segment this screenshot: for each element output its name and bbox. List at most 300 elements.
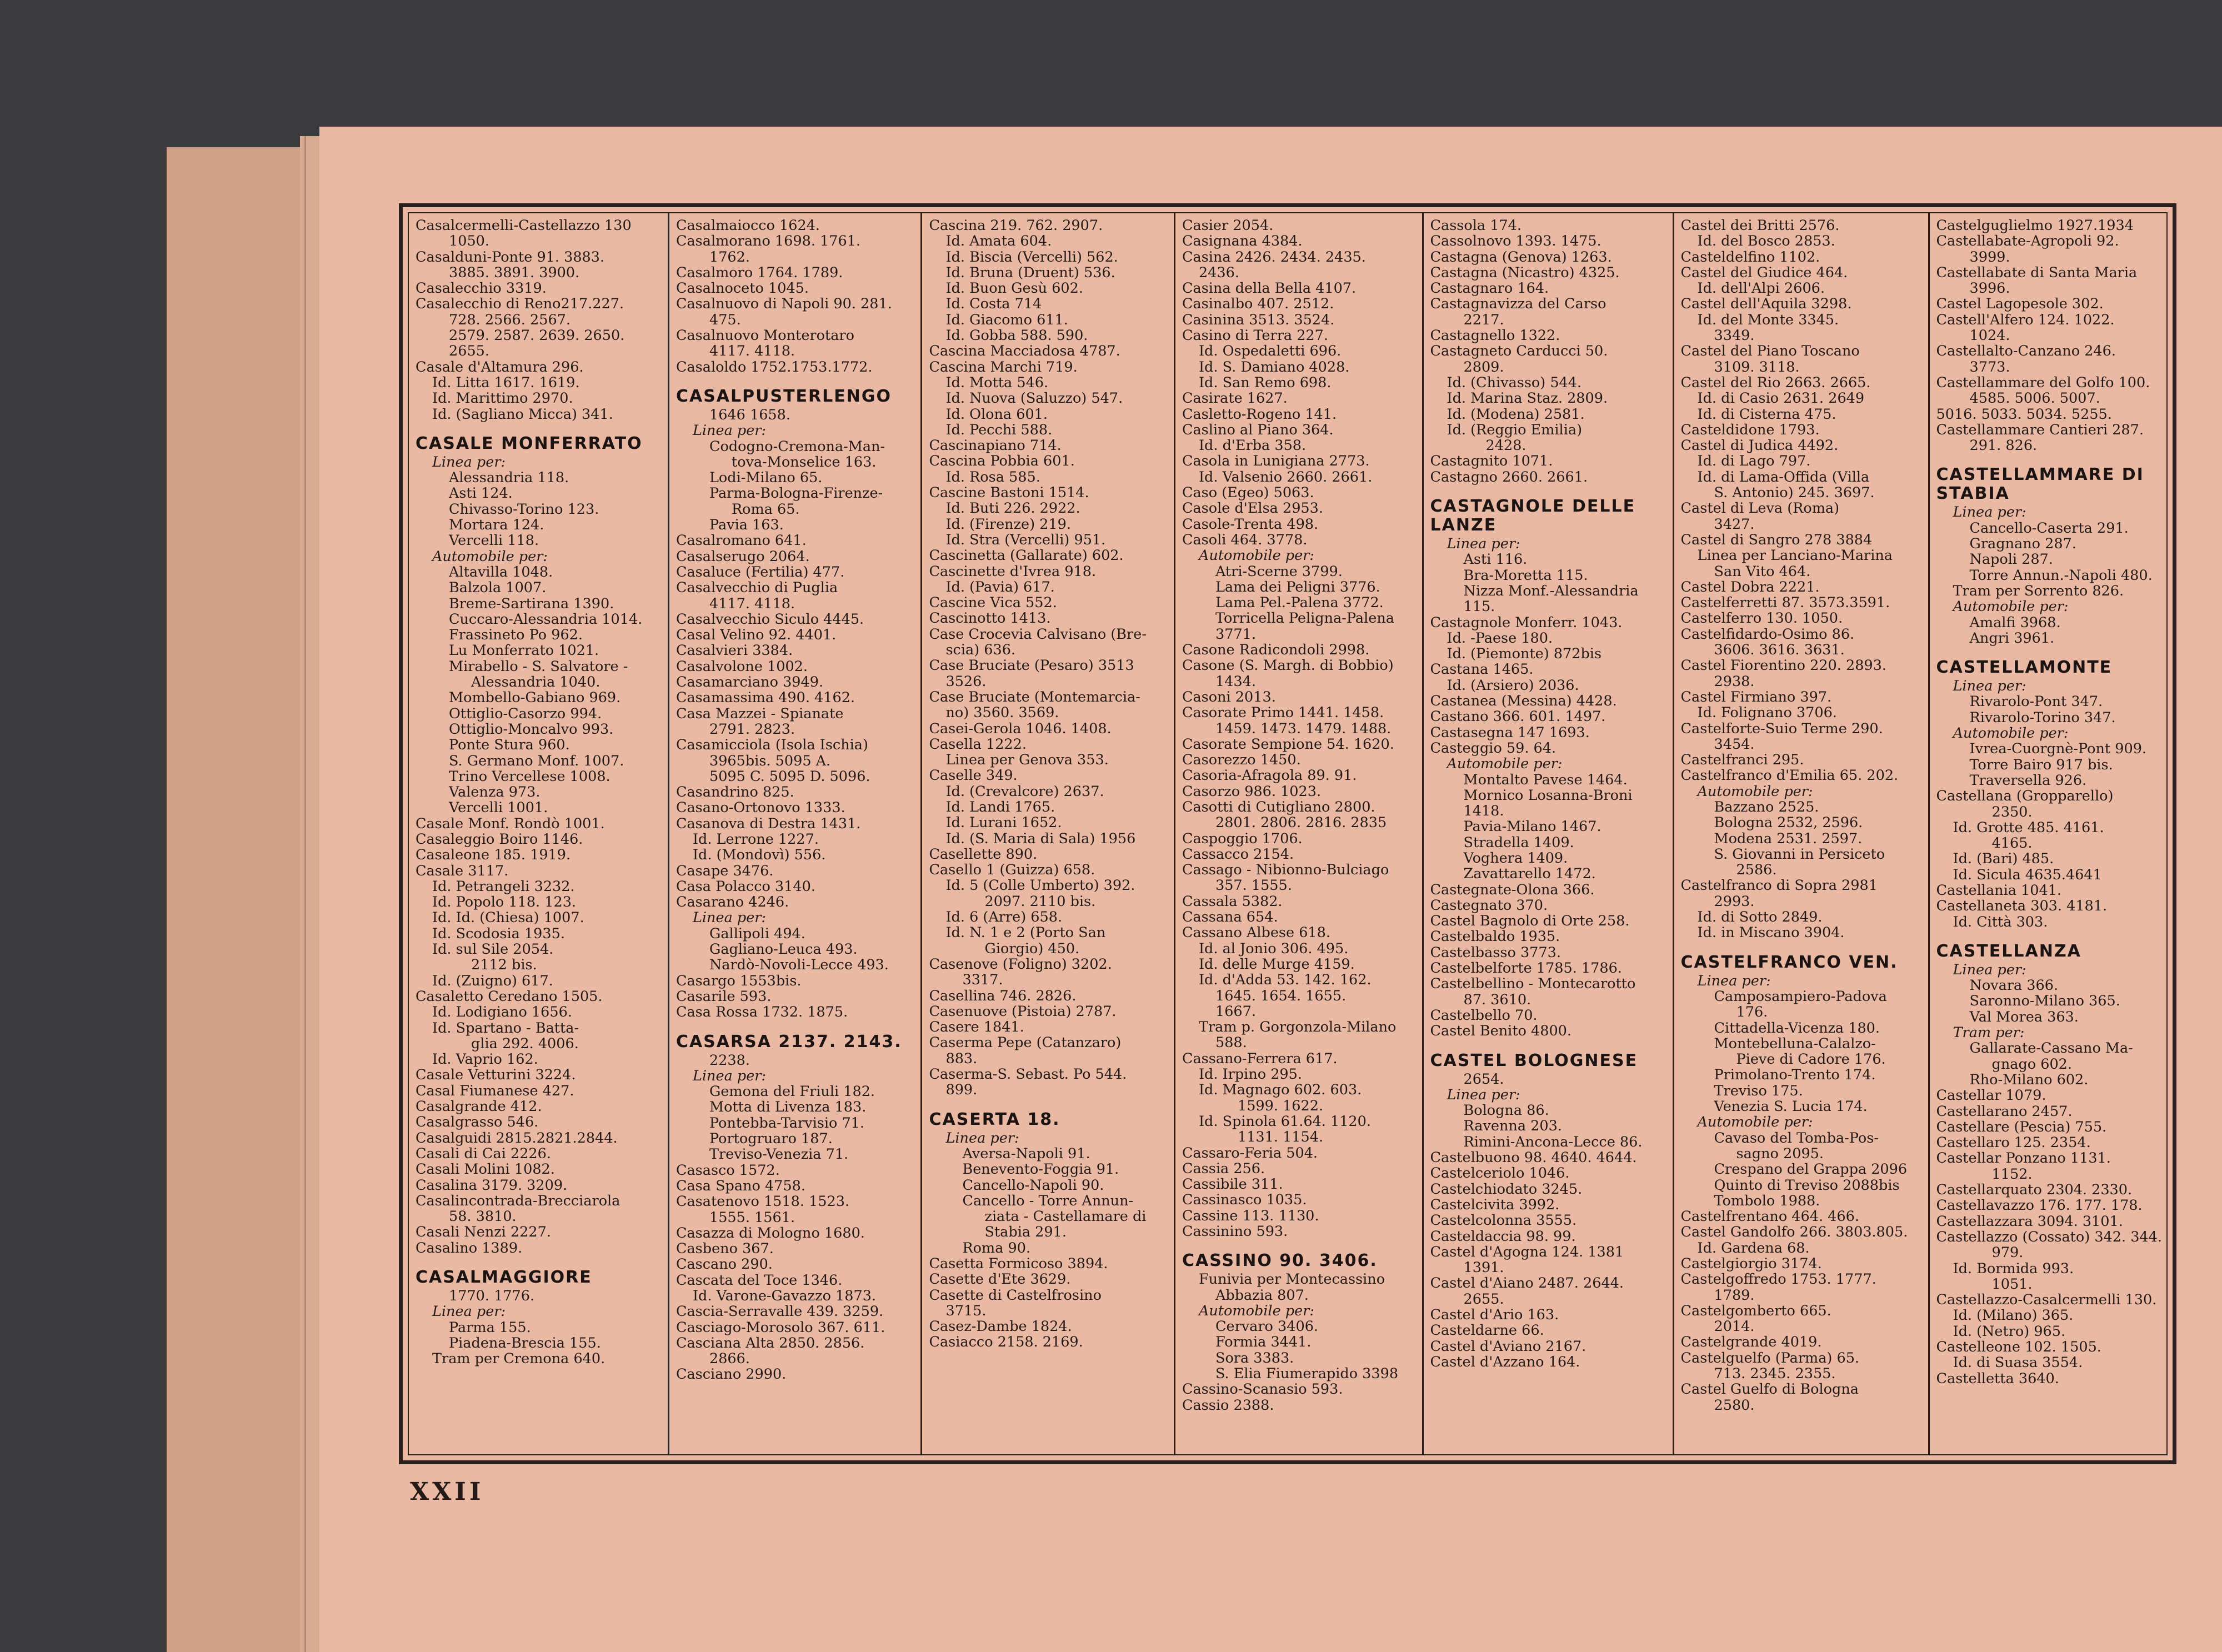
index-entry: Id. Buti 226. 2922. — [945, 500, 1080, 517]
index-entry: Id. Valsenio 2660. 2661. — [1198, 468, 1373, 485]
index-entry: Cuccaro-Alessandria 1014. — [449, 610, 643, 628]
index-entry: 5095 C. 5095 D. 5096. — [709, 768, 870, 785]
index-entry: Id. di Lama-Offida (Villa — [1697, 468, 1870, 485]
index-entry: Tombolo 1988. — [1714, 1192, 1820, 1209]
index-entry: Atri-Scerne 3799. — [1215, 563, 1343, 580]
index-entry: Castelfranci 295. — [1680, 752, 1804, 769]
index-entry: 3996. — [1969, 280, 2010, 297]
index-entry: Castellarquato 2304. 2330. — [1936, 1182, 2133, 1199]
index-entry: Castano 366. 601. 1497. — [1430, 708, 1606, 725]
index-entry: Caspoggio 1706. — [1182, 830, 1303, 847]
index-entry: S. Elia Fiumerapido 3398 — [1215, 1365, 1399, 1383]
index-entry: Casazza di Mologno 1680. — [675, 1224, 865, 1241]
index-entry: Caselle 349. — [929, 767, 1018, 784]
index-entry: Cassola 174. — [1430, 217, 1522, 234]
index-entry: Cascinette d'Ivrea 918. — [929, 563, 1097, 580]
index-entry: Piadena-Brescia 155. — [449, 1334, 601, 1351]
index-entry: Casale d'Altamura 296. — [416, 358, 584, 376]
index-entry: Castelgrande 4019. — [1680, 1334, 1822, 1351]
index-entry: Id. Grotte 485. 4161. — [1953, 819, 2104, 836]
index-entry: Id. 6 (Arre) 658. — [945, 909, 1063, 926]
index-entry: Casello 1 (Guizza) 658. — [929, 862, 1095, 879]
index-entry: Id. Bormida 993. — [1953, 1260, 2074, 1277]
index-entry: Casaleone 185. 1919. — [416, 847, 571, 864]
index-entry: 3715. — [945, 1302, 987, 1319]
index-entry: Mirabello - S. Salvatore - — [449, 658, 628, 675]
index-entry: Casalecchio di Reno217.227. — [416, 296, 624, 313]
index-entry: Mombello-Gabiano 969. — [449, 689, 621, 707]
index-entry: 713. 2345. 2355. — [1714, 1365, 1836, 1383]
index-entry: Casier 2054. — [1182, 217, 1274, 234]
index-entry: glia 292. 4006. — [471, 1035, 579, 1052]
index-entry: Casal Fiumanese 427. — [416, 1082, 574, 1099]
index-entry: Pavia-Milano 1467. — [1463, 818, 1602, 835]
index-entry: S. Giovanni in Persiceto — [1714, 845, 1885, 863]
index-entry: 4117. 4118. — [709, 595, 795, 612]
index-entry: Casargo 1553bis. — [675, 972, 802, 989]
index-entry: 979. — [1991, 1244, 2024, 1261]
index-entry: Casette di Castelfrosino — [929, 1286, 1102, 1304]
index-entry: Rho-Milano 602. — [1969, 1071, 2089, 1088]
index-entry: Castellania 1041. — [1936, 882, 2062, 899]
index-entry: tova-Monselice 163. — [731, 453, 877, 470]
index-entry: Id. (Piemonte) 872bis — [1447, 645, 1602, 663]
index-entry: 1434. — [1215, 673, 1256, 690]
index-entry: Casez-Dambe 1824. — [929, 1318, 1072, 1335]
index-entry: Castel del Giudice 464. — [1680, 264, 1848, 281]
index-entry: Casotti di Cutigliano 2800. — [1182, 798, 1375, 815]
index-entry: Id. Marittimo 2970. — [432, 390, 573, 407]
index-entry: Cassia 256. — [1182, 1160, 1265, 1177]
index-entry: 2580. — [1714, 1396, 1755, 1414]
index-entry: Casirate 1627. — [1182, 390, 1288, 407]
index-entry: 1391. — [1463, 1259, 1504, 1276]
index-entry: Ravenna 203. — [1463, 1118, 1562, 1135]
index-entry: Abbazia 807. — [1215, 1286, 1309, 1304]
index-entry: Casalecchio 3319. — [416, 280, 547, 297]
index-entry: Cascine Vica 552. — [929, 594, 1057, 612]
index-entry: Case Bruciate (Pesaro) 3513 — [929, 657, 1134, 674]
index-entry: 2428. — [1485, 437, 1527, 454]
index-entry: Castellabate-Agropoli 92. — [1936, 233, 2119, 250]
index-entry: Castel dei Britti 2576. — [1680, 217, 1840, 234]
index-entry: Id. Buon Gesù 602. — [945, 280, 1083, 297]
index-entry: Casatenovo 1518. 1523. — [675, 1193, 850, 1210]
index-entry: Castel Dobra 2221. — [1680, 578, 1820, 595]
index-entry: Casteldarne 66. — [1430, 1322, 1544, 1339]
index-entry: Castellazzo (Cossato) 342. 344. — [1936, 1228, 2162, 1245]
section-heading: CASARSA 2137. 2143. — [675, 1032, 902, 1052]
index-entry: Id. (Reggio Emilia) — [1447, 421, 1583, 438]
index-column-1 — [409, 213, 669, 1454]
index-entry: sagno 2095. — [1736, 1145, 1824, 1162]
index-entry: Casasco 1572. — [675, 1162, 780, 1179]
index-entry: Gagliano-Leuca 493. — [709, 941, 858, 958]
index-entry: Casa Rossa 1732. 1875. — [675, 1004, 848, 1021]
index-entry: Casa Mazzei - Spianate — [675, 705, 844, 722]
index-entry: Castellaneta 303. 4181. — [1936, 898, 2108, 915]
index-entry: Casinalbo 407. 2512. — [1182, 296, 1334, 313]
index-entry: 899. — [945, 1082, 978, 1099]
index-entry: Castell'Alfero 124. 1022. — [1936, 311, 2115, 328]
index-column-3 — [922, 213, 1175, 1454]
index-entry: Id. d'Adda 53. 142. 162. — [1198, 972, 1372, 989]
index-entry: 588. — [1215, 1034, 1247, 1052]
index-entry: Linea per: — [1953, 504, 2026, 521]
index-entry: no) 3560. 3569. — [945, 704, 1059, 722]
index-entry: Id. d'Erba 358. — [1198, 437, 1307, 454]
index-entry: Casale Monf. Rondò 1001. — [416, 815, 605, 832]
index-entry: Castellazzo-Casalcermelli 130. — [1936, 1291, 2157, 1309]
index-entry: 1645. 1654. 1655. — [1215, 987, 1347, 1004]
index-entry: Id. del Monte 3345. — [1697, 311, 1839, 328]
index-entry: Casalnuovo di Napoli 90. 281. — [675, 296, 892, 313]
index-entry: Saronno-Milano 365. — [1969, 993, 2120, 1010]
index-entry: Castagnito 1071. — [1430, 453, 1553, 470]
index-entry: Novara 366. — [1969, 977, 2059, 994]
index-entry: Castagnavizza del Carso — [1430, 296, 1607, 313]
index-entry: Castel Benito 4800. — [1430, 1023, 1572, 1040]
index-entry: Codogno-Cremona-Man- — [709, 438, 885, 455]
index-entry: Montebelluna-Calalzo- — [1714, 1035, 1876, 1052]
index-entry: 4585. 5006. 5007. — [1969, 390, 2100, 407]
index-entry: Linea per: — [692, 909, 767, 927]
index-entry: Id. Lurani 1652. — [945, 814, 1062, 832]
index-entry: Casamarciano 3949. — [675, 674, 824, 691]
text-frame — [408, 212, 2168, 1455]
index-entry: Casletto-Rogeno 141. — [1182, 406, 1337, 423]
index-column-6 — [1674, 213, 1930, 1454]
index-entry: 1024. — [1969, 327, 2010, 344]
index-entry: 3999. — [1969, 248, 2010, 266]
index-entry: Cassinasco 1035. — [1182, 1192, 1307, 1209]
index-entry: Casanova di Destra 1431. — [675, 815, 861, 832]
index-entry: Id. Varone-Gavazzo 1873. — [692, 1288, 877, 1304]
index-entry: Ponte Stura 960. — [449, 737, 570, 754]
index-entry: Casetta Formicoso 3894. — [929, 1255, 1108, 1272]
index-entry: Id. Vaprio 162. — [432, 1051, 538, 1068]
index-entry: Gragnano 287. — [1969, 535, 2076, 553]
index-entry: Linea per: — [692, 422, 767, 439]
index-entry: Castelcolonna 3555. — [1430, 1212, 1577, 1229]
index-entry: Id. (Bari) 485. — [1953, 850, 2054, 868]
index-entry: Automobile per: — [1697, 1114, 1813, 1131]
index-entry: Altavilla 1048. — [449, 563, 553, 580]
index-entry: Casaluce (Fertilia) 477. — [675, 563, 845, 580]
index-entry: Automobile per: — [1198, 547, 1314, 564]
index-entry: Id. Petrangeli 3232. — [432, 878, 575, 895]
index-entry: Casette d'Ete 3629. — [929, 1271, 1071, 1288]
index-entry: Valenza 973. — [449, 784, 541, 801]
index-entry: Linea per: — [945, 1129, 1019, 1147]
page-fold-line — [304, 136, 306, 1652]
index-entry: gnago 602. — [1991, 1055, 2073, 1073]
index-entry: Roma 90. — [962, 1239, 1031, 1256]
index-entry: Cassine 113. 1130. — [1182, 1207, 1319, 1224]
index-entry: Casteldaccia 98. 99. — [1430, 1228, 1576, 1245]
index-entry: 1051. — [1991, 1275, 2033, 1293]
index-entry: Linea per: — [432, 453, 506, 470]
index-entry: 1050. — [449, 233, 490, 250]
index-entry: Casalina 3179. 3209. — [416, 1177, 568, 1194]
index-entry: Castelforte-Suio Terme 290. — [1680, 720, 1883, 737]
index-entry: Mornico Losanna-Broni — [1463, 787, 1633, 804]
index-entry: Linea per: — [1447, 535, 1520, 553]
index-entry: Casamassima 490. 4162. — [675, 689, 855, 707]
index-entry: Id. Amata 604. — [945, 233, 1052, 250]
index-entry: Id. Ospedaletti 696. — [1198, 343, 1342, 360]
index-entry: S. Germano Monf. 1007. — [449, 752, 624, 769]
index-entry: Casorate Sempione 54. 1620. — [1182, 735, 1394, 753]
index-entry: Castelbasso 3773. — [1430, 944, 1561, 961]
index-entry: Casellina 746. 2826. — [929, 987, 1077, 1004]
index-entry: Casteldelfino 1102. — [1680, 248, 1820, 266]
index-entry: Cassinino 593. — [1182, 1223, 1288, 1240]
index-entry: 3349. — [1714, 327, 1755, 344]
index-entry: Bologna 86. — [1463, 1102, 1549, 1119]
index-entry: Casoli 464. 3778. — [1182, 531, 1308, 548]
section-heading: CASTEL BOLOGNESE — [1430, 1050, 1638, 1070]
index-entry: Casalnoceto 1045. — [675, 280, 809, 297]
index-entry: Linea per: — [1697, 972, 1771, 989]
index-entry: Castel d'Azzano 164. — [1430, 1353, 1580, 1370]
index-entry: Id. Motta 546. — [945, 374, 1049, 391]
index-entry: Casarano 4246. — [675, 894, 789, 911]
index-entry: Id. Folignano 3706. — [1697, 704, 1837, 722]
index-entry: Automobile per: — [1447, 755, 1563, 773]
index-entry: Id. Lerrone 1227. — [692, 830, 819, 848]
index-entry: Castelguelfo (Parma) 65. — [1680, 1349, 1860, 1366]
index-entry: Nardò-Novoli-Lecce 493. — [709, 957, 889, 974]
index-entry: Linea per Genova 353. — [945, 752, 1109, 769]
index-entry: 3109. 3118. — [1714, 358, 1800, 376]
index-entry: Lama Pel.-Palena 3772. — [1215, 594, 1384, 612]
index-entry: 3606. 3616. 3631. — [1714, 642, 1845, 659]
index-entry: 2791. 2823. — [709, 720, 795, 738]
section-heading: CASTAGNOLE DELLE LANZE — [1430, 497, 1636, 535]
index-entry: Val Morea 363. — [1969, 1008, 2079, 1025]
index-entry: 3526. — [945, 673, 987, 690]
index-entry: Castel Guelfo di Bologna — [1680, 1381, 1859, 1398]
index-entry: Castel Bagnolo di Orte 258. — [1430, 913, 1630, 930]
index-entry: Casenove (Foligno) 3202. — [929, 955, 1112, 973]
index-entry: Bologna 2532, 2596. — [1714, 814, 1863, 832]
index-entry: Castelferro 130. 1050. — [1680, 610, 1843, 627]
index-entry: Castelletta 3640. — [1936, 1370, 2059, 1387]
index-entry: Casali Molini 1082. — [416, 1161, 555, 1178]
index-entry: Id. (S. Maria di Sala) 1956 — [945, 830, 1136, 847]
index-entry: Cascata del Toce 1346. — [675, 1271, 843, 1289]
index-entry: Casoria-Afragola 89. 91. — [1182, 767, 1357, 784]
index-entry: Gallarate-Cassano Ma- — [1969, 1040, 2133, 1057]
index-entry: Id. di Cisterna 475. — [1697, 406, 1836, 423]
index-entry: Casaletto Ceredano 1505. — [416, 988, 603, 1005]
index-entry: Castellar Ponzano 1131. — [1936, 1150, 2111, 1167]
index-entry: 4165. — [1991, 835, 2033, 852]
index-entry: 728. 2566. 2567. — [449, 311, 570, 328]
index-entry: Id. (Sagliano Micca) 341. — [432, 406, 613, 423]
index-entry: Roma 65. — [731, 500, 800, 518]
index-entry: Cascina 219. 762. 2907. — [929, 217, 1103, 234]
index-column-5 — [1424, 213, 1674, 1454]
index-entry: Id. -Paese 180. — [1447, 629, 1553, 647]
index-entry: Castelgomberto 665. — [1680, 1302, 1831, 1319]
index-entry: Castellaro 125. 2354. — [1936, 1134, 2091, 1152]
index-entry: Casciana Alta 2850. 2856. — [675, 1334, 865, 1351]
index-entry: Casale 3117. — [416, 862, 509, 879]
index-entry: Castanea (Messina) 4428. — [1430, 693, 1617, 710]
index-entry: Casalgrande 412. — [416, 1098, 542, 1115]
index-entry: Castel dell'Aquila 3298. — [1680, 296, 1852, 313]
index-entry: Id. Giacomo 611. — [945, 311, 1068, 328]
index-entry: Id. Pecchi 588. — [945, 421, 1053, 438]
index-entry: Id. Stra (Vercelli) 951. — [945, 531, 1106, 548]
index-entry: Castellabate di Santa Maria — [1936, 264, 2138, 281]
index-entry: Linea per: — [1953, 678, 2026, 695]
index-entry: Casteggio 59. 64. — [1430, 739, 1557, 757]
index-entry: Giorgio) 450. — [984, 940, 1080, 957]
index-entry: Angri 3961. — [1969, 629, 2055, 647]
index-entry: Cittadella-Vicenza 180. — [1714, 1019, 1880, 1037]
index-entry: Castel di Leva (Roma) — [1680, 500, 1840, 517]
index-entry: Casali di Cai 2226. — [416, 1145, 551, 1162]
index-entry: Nizza Monf.-Alessandria — [1463, 582, 1639, 599]
index-entry: Casa Spano 4758. — [675, 1177, 805, 1194]
index-entry: Castelbello 70. — [1430, 1007, 1538, 1024]
index-entry: Castellammare del Golfo 100. — [1936, 374, 2150, 391]
index-entry: Castegnate-Olona 366. — [1430, 881, 1595, 898]
page-number: XXII — [410, 1478, 484, 1506]
section-heading: CASERTA 18. — [929, 1109, 1060, 1129]
index-entry: Casalmorano 1698. 1761. — [675, 233, 861, 250]
index-entry: Casone (S. Margh. di Bobbio) — [1182, 657, 1394, 674]
index-entry: Casorzo 986. 1023. — [1182, 783, 1322, 800]
index-entry: Castelbelforte 1785. 1786. — [1430, 960, 1622, 977]
index-entry: Castellana (Gropparello) — [1936, 788, 2114, 805]
index-entry: 2655. — [449, 343, 490, 360]
index-entry: Id. Bruna (Druent) 536. — [945, 264, 1115, 281]
index-entry: Automobile per: — [432, 548, 548, 565]
index-entry: Id. Popolo 118. 123. — [432, 894, 577, 911]
index-entry: Id. Magnago 602. 603. — [1198, 1082, 1362, 1099]
index-entry: Frassineto Po 962. — [449, 627, 583, 644]
index-entry: Id. (Modena) 2581. — [1447, 406, 1585, 423]
index-column-4 — [1175, 213, 1424, 1454]
index-entry: Id. (Milano) 365. — [1953, 1307, 2074, 1324]
index-entry: 2655. — [1463, 1290, 1504, 1308]
index-entry: Cassacco 2154. — [1182, 845, 1294, 863]
index-entry: Cassano Albese 618. — [1182, 924, 1330, 942]
index-entry: Casarile 593. — [675, 988, 772, 1005]
index-entry: Pavia 163. — [709, 517, 784, 534]
index-entry: Castel d'Ario 163. — [1430, 1306, 1559, 1323]
index-entry: 2993. — [1714, 893, 1755, 910]
index-entry: 3773. — [1969, 358, 2010, 376]
index-entry: Casano-Ortonovo 1333. — [675, 799, 845, 817]
index-entry: Alessandria 1040. — [471, 674, 600, 691]
index-entry: Castelcivita 3992. — [1430, 1196, 1560, 1213]
index-entry: Crespano del Grappa 2096 — [1714, 1161, 1908, 1178]
index-entry: Id. (Chivasso) 544. — [1447, 374, 1582, 391]
index-entry: Castel d'Agogna 124. 1381 — [1430, 1243, 1624, 1260]
index-entry: 2014. — [1714, 1318, 1755, 1335]
index-entry: Cassago - Nibionno-Bulciago — [1182, 862, 1389, 879]
index-entry: Cassibile 311. — [1182, 1176, 1283, 1193]
index-entry: Id. delle Murge 4159. — [1198, 955, 1355, 973]
index-entry: Id. (Netro) 965. — [1953, 1323, 2066, 1340]
index-entry: 5016. 5033. 5034. 5255. — [1936, 406, 2112, 423]
index-entry: Quinto di Treviso 2088bis — [1714, 1177, 1900, 1194]
index-entry: Casola in Lunigiana 2773. — [1182, 453, 1370, 470]
index-entry: Id. Olona 601. — [945, 406, 1048, 423]
index-entry: Castelchiodato 3245. — [1430, 1180, 1583, 1198]
index-entry: Casali Nenzi 2227. — [416, 1224, 551, 1241]
index-entry: Cancello - Torre Annun- — [962, 1192, 1134, 1209]
index-entry: 3965bis. 5095 A. — [709, 752, 831, 769]
index-entry: scia) 636. — [945, 642, 1016, 659]
index-entry: Camposampiero-Padova — [1714, 988, 1887, 1005]
index-entry: Id. (Pavia) 617. — [945, 578, 1055, 595]
index-entry: Casale Vetturini 3224. — [416, 1067, 576, 1084]
index-entry: Castana 1465. — [1430, 661, 1534, 678]
index-entry: Castel Fiorentino 220. 2893. — [1680, 657, 1886, 674]
index-entry: Casoni 2013. — [1182, 688, 1276, 705]
index-entry: Castelgiorgio 3174. — [1680, 1255, 1822, 1272]
index-entry: Castelfidardo-Osimo 86. — [1680, 625, 1855, 643]
index-entry: Id. Spartano - Batta- — [432, 1019, 579, 1037]
index-entry: 2112 bis. — [471, 957, 537, 974]
index-entry: 1667. — [1215, 1003, 1256, 1020]
index-entry: Cassana 654. — [1182, 909, 1278, 926]
index-entry: Cascinapiano 714. — [929, 437, 1062, 454]
index-entry: San Vito 464. — [1714, 563, 1811, 580]
index-entry: Castelbuono 98. 4640. 4644. — [1430, 1149, 1637, 1167]
index-entry: Castelferretti 87. 3573.3591. — [1680, 594, 1890, 612]
index-entry: 1418. — [1463, 803, 1504, 820]
index-entry: Linea per: — [432, 1303, 506, 1320]
index-entry: 2350. — [1991, 803, 2033, 820]
index-entry: Rivarolo-Pont 347. — [1969, 693, 2103, 710]
index-entry: Castelgoffredo 1753. 1777. — [1680, 1271, 1876, 1288]
index-entry: Casalserugo 2064. — [675, 548, 810, 565]
index-entry: Id. (Arsiero) 2036. — [1447, 677, 1579, 694]
index-entry: Castagnaro 164. — [1430, 280, 1549, 297]
index-entry: Castellavazzo 176. 177. 178. — [1936, 1197, 2143, 1214]
index-entry: ziata - Castellamare di — [984, 1208, 1147, 1225]
index-entry: Alessandria 118. — [449, 469, 569, 487]
index-entry: Id. di Casio 2631. 2649 — [1697, 390, 1865, 407]
index-entry: Casiacco 2158. 2169. — [929, 1334, 1083, 1351]
index-entry: Castel Firmiano 397. — [1680, 688, 1832, 705]
index-entry: Cascina Marchi 719. — [929, 358, 1078, 376]
section-heading: CASTELLAMONTE — [1936, 658, 2113, 678]
index-entry: Castagneto Carducci 50. — [1430, 343, 1608, 360]
index-entry: Linea per: — [1447, 1086, 1520, 1103]
index-entry: Casere 1841. — [929, 1019, 1024, 1036]
index-entry: Casalcermelli-Castellazzo 130 — [416, 217, 632, 234]
index-entry: S. Antonio) 245. 3697. — [1714, 484, 1875, 502]
section-heading: CASSINO 90. 3406. — [1182, 1251, 1378, 1271]
index-entry: Id. Biscia (Vercelli) 562. — [945, 248, 1118, 266]
index-entry: 87. 3610. — [1463, 991, 1532, 1008]
index-entry: Castagna (Nicastro) 4325. — [1430, 264, 1620, 281]
index-entry: Casciano 2990. — [675, 1366, 787, 1383]
index-entry: 2238. — [709, 1052, 750, 1069]
index-entry: Castel di Judica 4492. — [1680, 437, 1839, 454]
index-entry: 475. — [709, 311, 741, 328]
index-entry: Caslino al Piano 364. — [1182, 421, 1334, 438]
index-entry: Id. di Suasa 3554. — [1953, 1354, 2083, 1371]
